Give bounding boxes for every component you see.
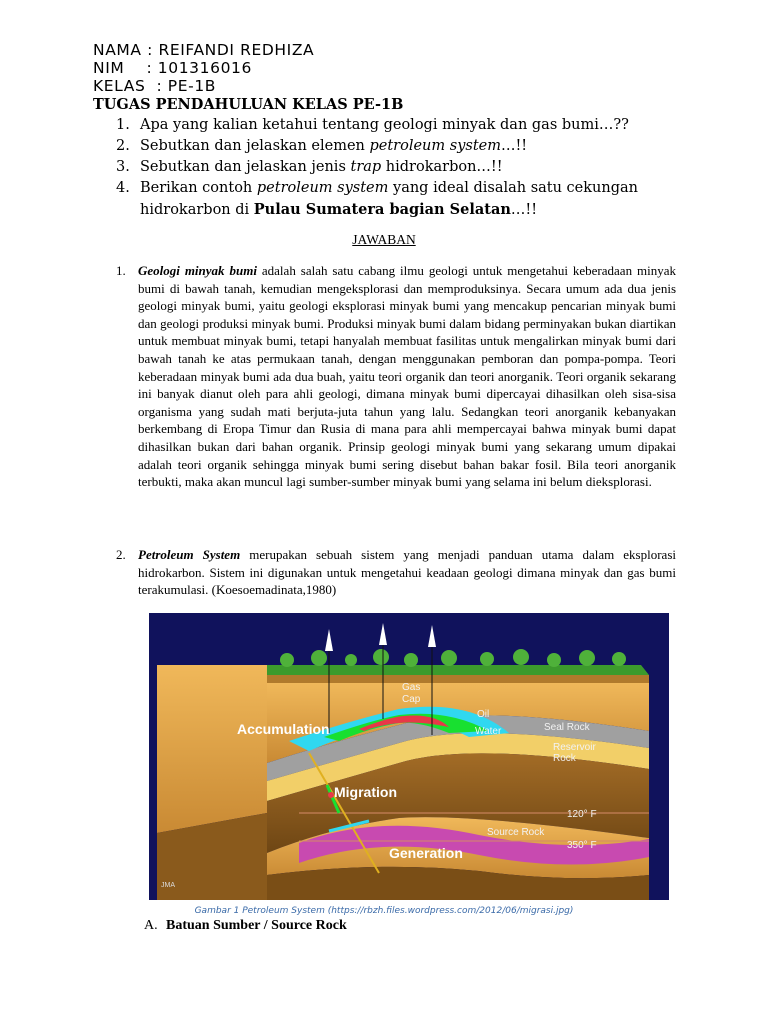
label-reservoir-2: Rock bbox=[553, 753, 576, 764]
answer-body bbox=[138, 262, 676, 491]
answer-1 bbox=[116, 262, 676, 491]
label-120f: 120° F bbox=[567, 809, 597, 820]
question-continuation bbox=[116, 199, 676, 221]
section-subheading bbox=[144, 918, 347, 934]
answer-lead-term: Geologi minyak bumi bbox=[138, 263, 257, 278]
label-generation: Generation bbox=[389, 845, 463, 861]
label-credit: JMA bbox=[161, 882, 175, 889]
petroleum-system-figure bbox=[149, 613, 669, 900]
question-text: Sebutkan dan jelaskan jenis bbox=[140, 159, 351, 175]
answer-body bbox=[138, 546, 676, 599]
question-number: 2. bbox=[116, 138, 130, 154]
question-text: Sebutkan dan jelaskan elemen bbox=[140, 138, 370, 154]
label-reservoir-1: Reservoir bbox=[553, 742, 596, 753]
question-text: Berikan contoh bbox=[140, 180, 257, 196]
student-name-line: NAMA : REIFANDI REDHIZA bbox=[93, 41, 315, 59]
question-1 bbox=[116, 115, 676, 136]
label-350f: 350° F bbox=[567, 840, 597, 851]
question-text: hidrokarbon di bbox=[140, 202, 254, 218]
question-bold: Pulau Sumatera bagian Selatan bbox=[253, 201, 511, 218]
question-2 bbox=[116, 136, 676, 157]
answer-number: 1. bbox=[116, 263, 126, 278]
question-text-end: hidrokarbon…!! bbox=[381, 159, 503, 175]
subheading-letter: A. bbox=[144, 918, 158, 933]
answer-text: merupakan sebuah sistem yang menjadi panduan utama dalam eksplorasi hidrokarbon. Sistem ini digunakan untuk mengetahui keadaan geologi dimana minyak dan gas bumi terakumulasi. (Koesoemadinata,1980) bbox=[138, 547, 676, 598]
question-number: 3. bbox=[116, 159, 130, 175]
question-3 bbox=[116, 157, 676, 178]
student-nim-line: NIM : 101316016 bbox=[93, 59, 252, 77]
label-gas-cap-1: Gas bbox=[402, 682, 421, 693]
question-text: Apa yang kalian ketahui tentang geologi minyak dan gas bumi…?? bbox=[140, 117, 629, 133]
question-text-end: …!! bbox=[500, 138, 528, 154]
label-oil: Oil bbox=[477, 709, 490, 720]
question-emphasis: petroleum system bbox=[256, 180, 389, 196]
question-4 bbox=[116, 178, 676, 221]
question-emphasis: trap bbox=[350, 159, 382, 175]
label-migration: Migration bbox=[334, 784, 397, 800]
question-text-mid: yang ideal disalah satu cekungan bbox=[388, 180, 638, 196]
answer-number: 2. bbox=[116, 547, 126, 562]
subheading-text: Batuan Sumber / Source Rock bbox=[166, 918, 347, 933]
student-class-line: KELAS : PE-1B bbox=[93, 77, 217, 95]
vegetation bbox=[267, 665, 649, 675]
petroleum-system-diagram bbox=[149, 613, 669, 900]
answer-lead-term: Petroleum System bbox=[138, 547, 241, 562]
assignment-title: TUGAS PENDAHULUAN KELAS PE-1B bbox=[93, 96, 404, 113]
left-side-face bbox=[157, 665, 267, 833]
question-text-end: …!! bbox=[510, 202, 538, 218]
question-number: 4. bbox=[116, 180, 130, 196]
label-water: Water bbox=[475, 726, 502, 737]
label-source-rock: Source Rock bbox=[487, 827, 545, 838]
figure-caption: Gambar 1 Petroleum System (https://rbzh.files.wordpress.com/2012/06/migrasi.jpg) bbox=[194, 906, 574, 916]
surface-top bbox=[267, 675, 649, 683]
label-accumulation: Accumulation bbox=[237, 721, 330, 737]
answer-2 bbox=[116, 546, 676, 599]
question-number: 1. bbox=[116, 117, 130, 133]
answer-heading: JAWABAN bbox=[352, 232, 416, 247]
answer-text: adalah salah satu cabang ilmu geologi untuk mengetahui keberadaan minyak bumi di bawah tanah, kemudian mengeksplorasi dan memproduksinya. Secara umum ada dua jenis geologi minyak bumi, yaitu geologi eksplorasi minyak bumi yang mencakup pencarian minyak bumi dan geologi produksi minyak bumi. Produksi minyak bumi dalam bidang perminyakan bukan diartikan untuk membuat minyak bumi, tetapi hanyalah membuat fasilitas untuk mengalirkan minyak bumi dari bawah tanah ke atas permukaan tanah, dengan menggunakan pemboran dan pompa-pompa. Teori keberadaan minyak bumi ada dua buah, yaitu teori organik dan teori anorganik. Teori organik sekarang ini banyak dianut oleh para ahli geologi, dimana minyak bumi dipercayai dihasilkan oleh sisa-sisa organisma yang sudah mati berjuta-juta tahun yang lalu. Sedangkan teori anorganik kebanyakan berkembang di Eropa Timur dan Rusia di mana para ahli mempercayai bahwa minyak bumi dapat dihasilkan bukan dari bahan organik. Prinsip geologi minyak bumi yang sekarang umum dipakai adalah teori organik sehingga minyak bumi sering disebut bahan bakar fosil. Bila teori anorganik terbukti, maka akan muncul lagi sumber-sumber minyak bumi yang selama ini belum dieksplorasi. bbox=[138, 263, 676, 490]
label-seal-rock: Seal Rock bbox=[544, 722, 590, 733]
question-emphasis: petroleum system bbox=[369, 138, 501, 154]
label-gas-cap-2: Cap bbox=[402, 694, 421, 705]
